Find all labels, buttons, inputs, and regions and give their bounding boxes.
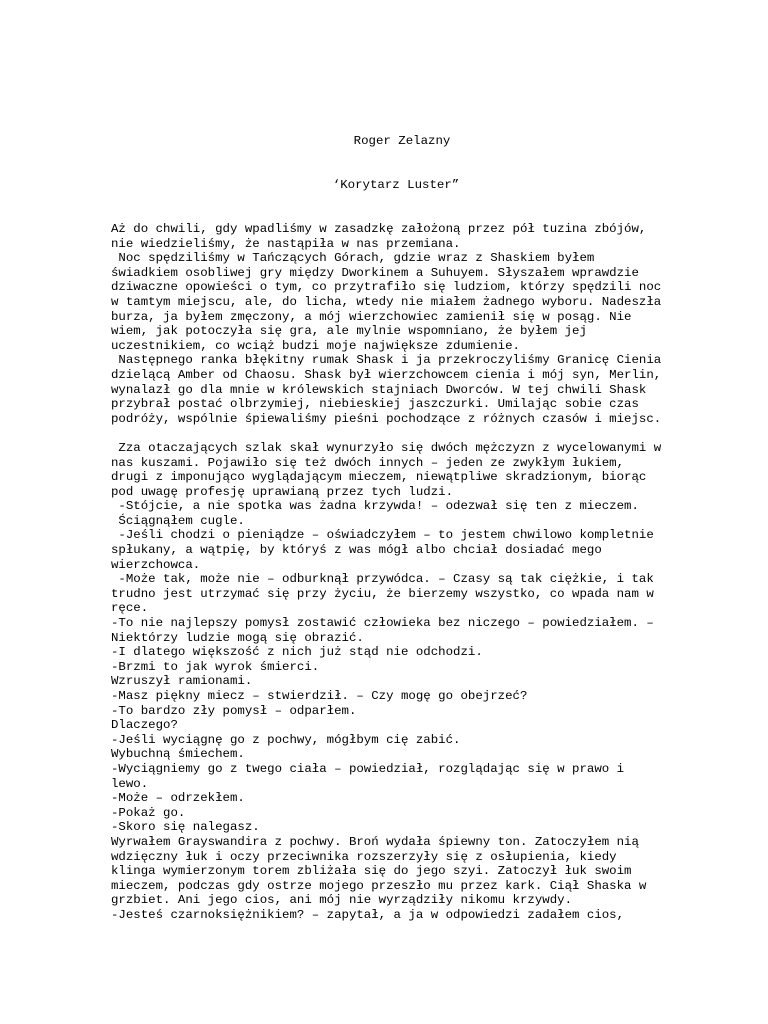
text-line: Zza otaczających szlak skał wynurzyło się dwóch mężczyzn z wycelowanymi w [111,440,662,455]
text-line: Noc spędziliśmy w Tańczących Górach, gdzie wraz z Shaskiem byłem [111,251,595,266]
text-line: wiem, jak potoczyła się gra, ale mylnie wspomniano, że byłem jej [111,324,587,339]
text-line: spłukany, a wątpię, by któryś z was mógł albo chciał dosiadać mego [111,543,602,558]
text-line: wierzchowca. [111,557,201,572]
text-line: wdzięczny łuk i oczy przeciwnika rozszerzyły się z osłupienia, kiedy [111,849,617,864]
text-line: -Brzmi to jak wyrok śmierci. [111,659,320,674]
text-line: Ściągnąłem cugle. [111,513,245,528]
text-line: uczestnikiem, co wciąż budzi moje największe zdumienie. [111,338,520,353]
text-line: podróży, wspólnie śpiewaliśmy pieśni pochodzące z różnych czasów i miejsc. [111,411,662,426]
text-line: wynalazł go dla mnie w królewskich stajniach Dworców. W tej chwili Shask [111,382,647,397]
text-line: Niektórzy ludzie mogą się obrazić. [111,630,364,645]
text-line: klinga wymierzonym torem zbliżała się do jego szyi. Zatoczył łuk swoim [111,864,632,879]
text-line: ręce. [111,601,149,616]
text-line: nas kuszami. Pojawiło się też dwóch innych – jeden ze zwykłym łukiem, [111,455,625,470]
text-line: nie wiedzieliśmy, że nastąpiła w nas przemiana. [111,236,461,251]
text-line: burza, ja byłem zmęczony, a mój wierzchowiec zamienił się w posąg. Nie [111,309,632,324]
text-line: przybrał postać olbrzymiej, niebieskiej jaszczurki. Umilając sobie czas [111,397,639,412]
text-line: -Jesteś czarnoksiężnikiem? – zapytał, a ja w odpowiedzi zadałem cios, [111,907,625,922]
text-line: Wyrwałem Grayswandira z pochwy. Broń wydała śpiewny ton. Zatoczyłem nią [111,834,639,849]
document-title: ‘Korytarz Luster” [332,178,460,192]
text-line: -Masz piękny miecz – stwierdził. – Czy mogę go obejrzeć? [111,689,528,703]
text-line: -Stójcie, a nie spotka was żadna krzywda! – odezwał się ten z mieczem. [111,499,639,514]
text-line: Wzruszył ramionami. [111,674,253,689]
text-line: -Wyciągniemy go z twego ciała – powiedział, rozglądając się w prawo i [111,761,625,776]
text-line: -Może – odrzekłem. [111,791,245,806]
text-line: -Jeśli chodzi o pieniądze – oświadczyłem – to jestem chwilowo kompletnie [111,528,654,543]
text-line: -To nie najlepszy pomysł zostawić człowieka bez niczego – powiedziałem. – [111,616,654,631]
text-line: -Skoro się nalegasz. [111,820,260,835]
text-line: Następnego ranka błękitny rumak Shask i ja przekroczyliśmy Granicę Cienia [111,353,662,368]
text-line: świadkiem osobliwej gry między Dworkinem a Suhuyem. Słyszałem wprawdzie [111,265,639,280]
text-line: dziwaczne opowieści o tym, co przytrafiło się ludziom, którzy spędzili noc [111,280,662,295]
document-author: Roger Zelazny [353,134,451,148]
text-line: Dlaczego? [111,718,178,733]
text-line: -Może tak, może nie – odburknął przywódca. – Czasy są tak ciężkie, i tak [111,572,654,587]
text-line: dzielącą Amber od Chaosu. Shask był wierzchowcem cienia i mój syn, Merlin, [111,367,662,382]
document-body [111,222,711,923]
text-line: -Pokaż go. [111,805,186,820]
text-line: pod uwagę profesję uprawianą przez tych ludzi. [111,484,454,499]
text-line: Wybuchną śmiechem. [111,747,245,762]
text-line: Aż do chwili, gdy wpadliśmy w zasadzkę założoną przez pół tuzina zbójów, [111,222,647,236]
text-line: -Jeśli wyciągnę go z pochwy, mógłbym cię zabić. [111,732,461,747]
text-line: mieczem, podczas gdy ostrze mojego przeszło mu przez kark. Ciął Shaska w [111,878,647,893]
text-line: -I dlatego większość z nich już stąd nie odchodzi. [111,645,483,660]
text-line: w tamtym miejscu, ale, do licha, wtedy nie miałem żadnego wyboru. Nadeszła [111,294,662,309]
text-line: lewo. [111,776,149,791]
text-line: -To bardzo zły pomysł – odparłem. [111,703,357,718]
text-line: drugi z imponująco wyglądającym mieczem, niewątpliwe skradzionym, biorąc [111,470,647,485]
text-line [111,426,711,441]
text-line: trudno jest utrzymać się przy życiu, że bierzemy wszystko, co wpada nam w [111,586,654,601]
text-line: grzbiet. Ani jego cios, ani mój nie wyrządziły nikomu krzywdy. [111,893,573,908]
